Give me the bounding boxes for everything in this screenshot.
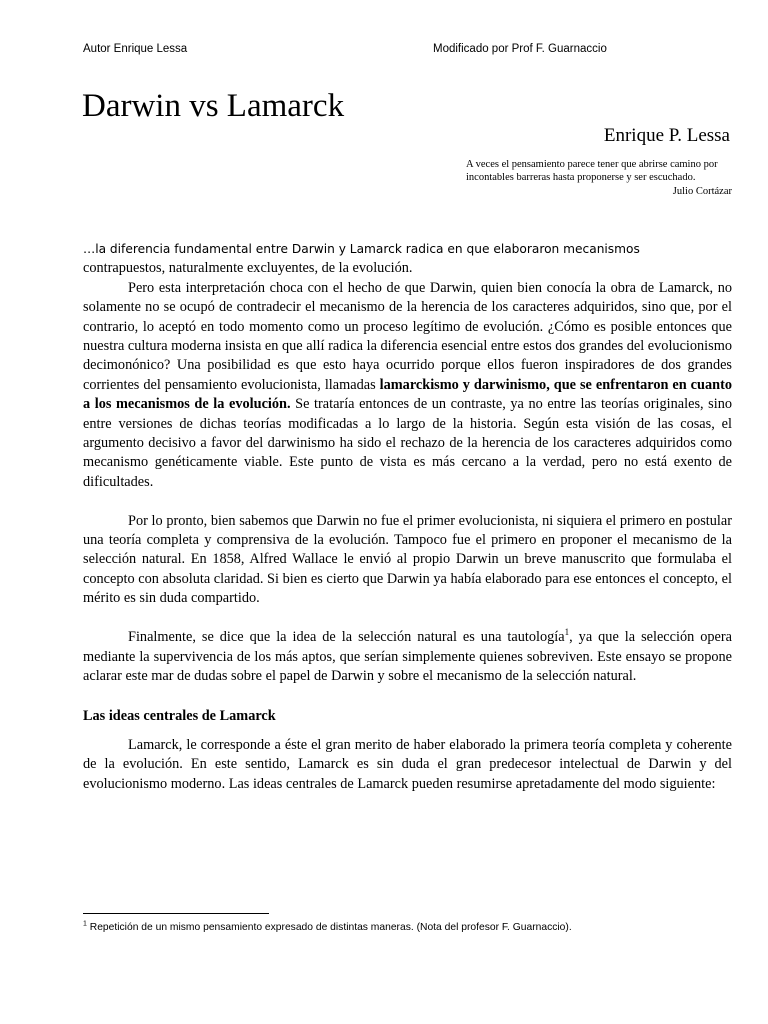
paragraph-5: Lamarck, le corresponde a éste el gran merito de haber elaborado la primera teoría completa y coherente de la evolución. En este sentido, Lamarck es sin duda el gran predecesor intelectual de Darwin y del evolucionismo moderno. Las ideas centrales de Lamarck pueden resumirse apretadamente del modo siguiente: [83,736,732,792]
paragraph-1 [83,240,732,279]
document-body [83,240,732,794]
paragraph-2-bold: lamarckismo y darwinismo, que se enfrentaron en cuanto a los mecanismos de la evolución. [83,376,732,413]
paragraph-2 [83,279,732,492]
epigraph-text: A veces el pensamiento parece tener que abrirse camino por incontables barreras hasta proponerse y ser escuchado. [466,159,718,183]
footnote-divider [83,913,269,914]
epigraph [466,159,732,199]
paragraph-1-lead: …la diferencia fundamental entre Darwin y Lamarck radica en que elaboraron mecanismos [83,242,640,256]
paragraph-2-text-a: Pero esta interpretación choca con el hecho de que Darwin, quien bien conocía la obra de Lamarck, no solamente no se ocupó de contradecir el mecanismo de la herencia de los caracteres adquiridos, sino que, por el contrario, lo aceptó en todo momento como un proceso legítimo de evolución. ¿Cómo es posible entonces que nuestra cultura moderna insista en que allí radica la diferencia esencial entre estos dos grandes del evolucionismo decimonónico? Una posibilidad es que esto haya ocurrido porque ellos fueron inspiradores de dos grandes corrientes del pensamiento evolucionista, llamadas [83,279,732,393]
epigraph-author: Julio Cortázar [672,186,732,197]
header-author: Autor Enrique Lessa [83,43,188,55]
document-author: Enrique P. Lessa [603,125,730,146]
footnote-number: 1 [83,920,87,928]
section-heading: Las ideas centrales de Lamarck [83,708,276,725]
paragraph-2-text-b: Se trataría entonces de un contraste, ya no entre las teorías originales, sino entre versiones de dichas teorías modificadas a lo largo de la historia. Según esta visión de las cosas, el argumento decisivo a favor del darwinismo ha sido el rechazo de la herencia de los caracteres adquiridos como mecanismo genéticamente viable. Este punto de vista es más cercano a la verdad, pero no está exento de dificultades. [83,396,732,490]
footnote [83,921,733,935]
paragraph-3: Por lo pronto, bien sabemos que Darwin no fue el primer evolucionista, ni siquiera el primero en postular una teoría completa y comprensiva de la evolución. Tampoco fue el primero en proponer el mecanismo de la selección natural. En 1858, Alfred Wallace le envió al propio Darwin un breve manuscrito que formulaba el concepto con absoluta claridad. Si bien es cierto que Darwin ya había elaborado para ese entonces el concepto, el mérito es sin duda compartido. [83,512,732,607]
paragraph-4-text-b: , ya que la selección opera mediante la supervivencia de los más aptos, que serían simplemente quienes sobreviven. Este ensayo se propone aclarar este mar de dudas sobre el papel de Darwin y sobre el mecanismo de la selección natural. [83,629,732,684]
header-modified-by: Modificado por Prof F. Guarnaccio [433,43,607,55]
paragraph-4 [83,628,732,686]
document-title: Darwin vs Lamarck [82,88,345,124]
paragraph-4-text-a: Finalmente, se dice que la idea de la selección natural es una tautología [128,629,565,646]
paragraph-1-rest: contrapuestos, naturalmente excluyentes, de la evolución. [83,260,413,277]
footnote-reference[interactable]: 1 [564,627,570,638]
footnote-text: Repetición de un mismo pensamiento expresado de distintas maneras. (Nota del profesor F. Guarnaccio). [86,922,572,933]
